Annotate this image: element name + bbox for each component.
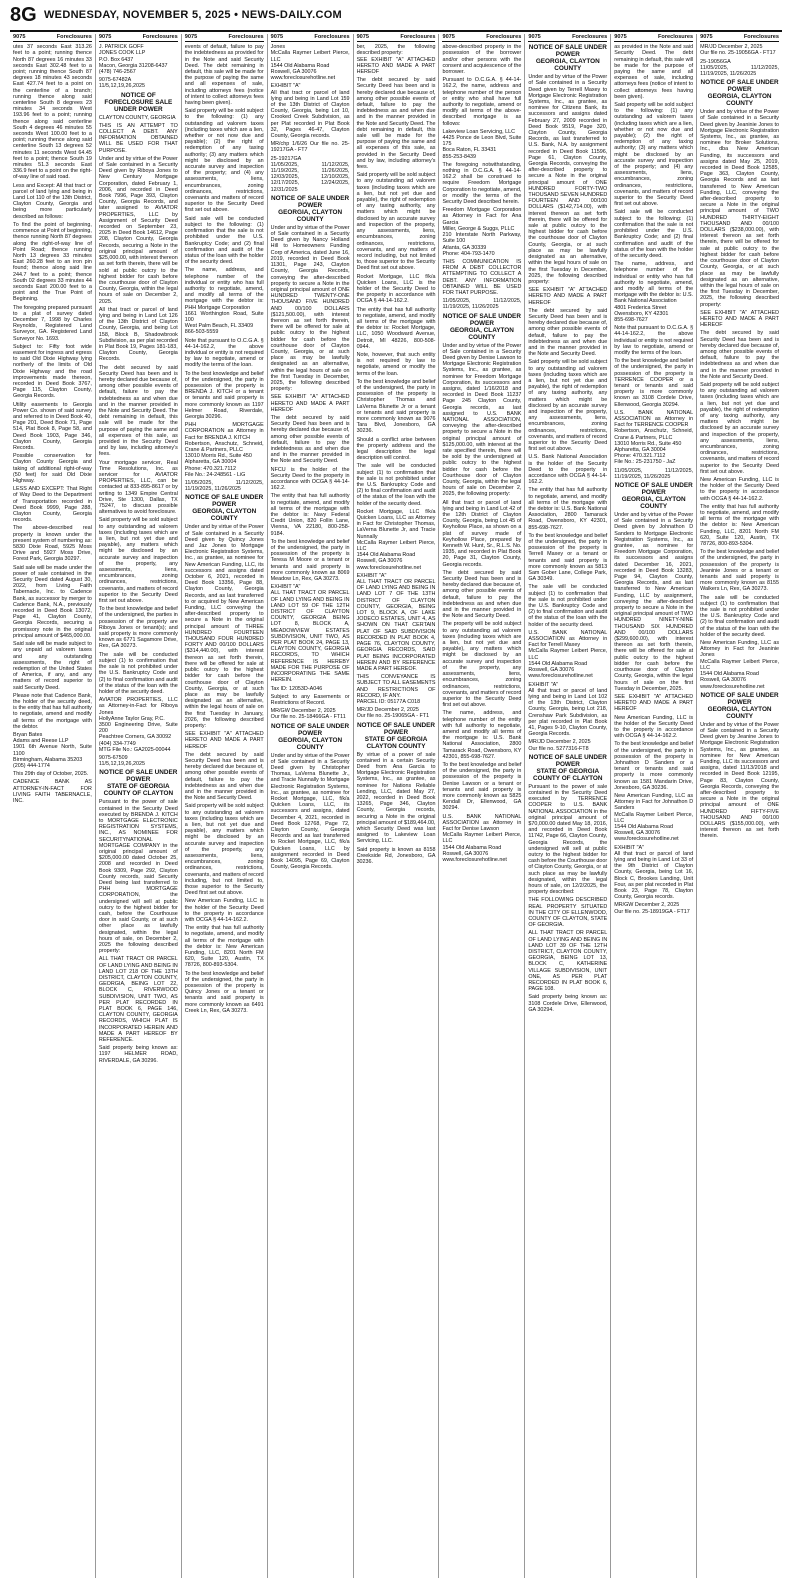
- column-heading: [271, 34, 350, 42]
- notice-paragraph: U.S. BANK NATIONAL ASSOCIATION as Attorney in Fact for TERRENCE COOPER Robertson, Anschutz, Schneid, Crane & Partners, PLLC 13010 Morris Rd., Suite 450 Alpharetta, GA 30004 Phone: 470.321.7112 File No.: 25-231750 - JaZ: [614, 409, 694, 466]
- column-heading-code: 9075: [614, 34, 627, 40]
- column-heading: [442, 34, 521, 42]
- notice-paragraph: The name, address, and telephone number of the entity with full authority to negotiate, amend and modify all terms of the mortgage is: U.S. Bank National Association, 2800 Tamarack Road, Owensboro, KY 42301, 855-698-7627.: [442, 710, 522, 760]
- column-heading-code: 9075: [184, 34, 198, 40]
- notice-paragraph: Said sale will be made subject to any unpaid ad valorem taxes and any outstanding assessments, the right of redemption of the United States of America, if any, and any matters of record superior to said Security Deed.: [13, 641, 92, 691]
- column-heading-label: Foreclosures: [314, 34, 350, 40]
- notice-paragraph: Tax ID: 12053D-A046: [270, 685, 323, 692]
- notice-title: NOTICE OF SALE UNDER POWER GEORGIA, CLAYTON COUNTY: [442, 312, 521, 341]
- notice-paragraph: Said sale will be made under the power of sale contained in the Security Deed dated August 30, 2022, from Living Faith Tabernacle, Inc. to Cadence Bank, as successor by merger to Cadence Bank, N.A., previously recorded in Deed Book 13072, Page 41, Clayton County, Georgia Records, securing a promissory note in the original principal amount of $465,000.00.: [13, 564, 92, 639]
- notice-paragraph: Your mortgage servicer, Real Time Resolutions, Inc. as servicer for AVIATOR PROPERTIES, LLC, can be contacted at 833-895-8617 or by writing to 1349 Empire Central Drive, Ste 1300, Dallas, TX 75247, to discuss possible alternatives to avoid foreclosure.: [98, 459, 178, 516]
- notice-paragraph: ALL THAT TRACT OR PARCEL OF LAND LYING AND BEING IN LAND LOT 39 OF THE 12TH DISTRICT, CLAYTON COUNTY, GEORGIA, BEING LOT 13, BLOCK C, KATHERINE VILLAGE SUBDIVISION, UNIT ONE, AS PER PLAT RECORDED IN PLAT BOOK 6, PAGE 108.: [528, 930, 608, 993]
- notice-paragraph: MR/chp 1/6/26 Our file no. 25-19217GA - FT7: [270, 141, 350, 154]
- header-rule: [10, 30, 782, 32]
- notice-paragraph: To the best knowledge and belief of the undersigned, the party in possession of the property is BRENDA J. KITCH or a tenant or tenants and said property is more commonly known as 1197 Helmer Road, Riverdale, Georgia 30296.: [184, 370, 264, 420]
- notice-paragraph: Please note that Cadence Bank, the holder of the security deed, is the entity that has full authority to negotiate, amend and modify all terms of the mortgage with the debtor.: [13, 692, 92, 730]
- notice-paragraph: ALL THAT TRACT OR PARCEL OF LAND LYING AND BEING IN LAND LOT 218 OF THE 13TH DISTRICT, CLAYTON COUNTY, GEORGIA, BEING LOT 22, BLOCK C, RIVERWOOD SUBDIVISION, UNIT TWO, AS PER PLAT RECORDED IN PLAT BOOK 6, PAGE 146, CLAYTON COUNTY, GEORGIA RECORDS, WHICH PLAT IS INCORPORATED HEREIN AND MADE A PART HEREOF BY REFERENCE.: [98, 956, 178, 1044]
- notice-paragraph: Pursuant to O.C.G.A. § 44-14-162.2, the name, address and telephone number of the person or entity who shall have full authority to negotiate, amend or modify all terms of the above-described mortgage is as follows:: [442, 77, 522, 127]
- page-number: [10, 4, 37, 27]
- notice-paragraph: To the best knowledge and belief of the undersigned, the party in possession of the property is Christopher Thomas and LaVerna Blunette Jr or a tenant or tenants and said property is more commonly known as 9076 Tara Blvd, Jonesboro, GA 30236.: [356, 378, 436, 435]
- notice-paragraph: The entity that has full authority to negotiate, amend, and modify all terms of the mortgage with the debtor is: New American Funding, LLC, 8201 North FM 620, Suite 120, Austin, TX 78726, 800-893-5304.: [184, 925, 264, 969]
- column-heading-code: 9075: [98, 34, 112, 40]
- notice-paragraph: All that tract or parcel of land lying and being in Land Lot 126 of the 13th District of Clayton County, Georgia, and being Lot 158, Block B, Shadowbrook Subdivision, as per plat recorded in Plat Book 19, Pages 181-183, Clayton County, Georgia Records.: [98, 306, 178, 363]
- column-8: [611, 34, 697, 1578]
- notice-paragraph: The foregoing prepared pursuant to a plat of survey dated December 7, 1998 by Charles Reynolds, Registered Land Surveyor, GA. Registered Land Surveyor No. 1693.: [13, 304, 92, 342]
- column-9: [697, 34, 782, 1578]
- notice-paragraph: Said property being known as: 1197 HELMER ROAD, RIVERDALE, GA 30296.: [98, 1045, 178, 1064]
- column-heading-code: 9075: [442, 34, 455, 40]
- notice-paragraph: The debt secured by said Security Deed has been and is hereby declared due because of, among other possible events of default, failure to pay the indebtedness as and when due and in the manner provided in the Note and Security Deed.: [528, 307, 608, 358]
- notice-paragraph: Possible conservation for Clayton County Georgia and taking of additional right-of-way (50 feet) for said Old Dixie Highway.: [13, 453, 92, 485]
- notice-paragraph: U.S. BANK NATIONAL ASSOCIATION as Attorney in Fact for Terrell Maxey McCalla Raymer Leibert Pierce, LLC 1544 Old Alabama Road Roswell, GA 30076 www.foreclosurehotline.net: [528, 629, 608, 680]
- notice-title: NOTICE OF SALE UNDER POWER GEORGIA, CLAYTON COUNTY: [614, 482, 693, 511]
- notice-paragraph: The debt secured by said Security Deed has been and is hereby declared due because of, among other possible events of default, failure to pay the indebtedness as and when due and in the manner provided in the Note and Security Deed.: [270, 414, 350, 465]
- column-heading-label: Foreclosures: [743, 34, 780, 40]
- notice-paragraph: THIS CONVEYANCE IS SUBJECT TO ALL EASEMENTS AND RESTRICTIONS OF RECORD, IF ANY. PARCEL ID: 05177A C018: [356, 674, 436, 705]
- notice-paragraph: THIS IS AN ATTEMPT TO COLLECT A DEBT. ANY INFORMATION OBTAINED WILL BE USED FOR THAT PURPOSE.: [98, 122, 178, 154]
- notice-paragraph: Said property will be sold subject to any outstanding ad valorem taxes (including taxes which are a lien, but not yet due and payable), any matters which might be disclosed by an accurate survey and inspection of the property, any assessments, liens, encumbrances, zoning ordinances, restrictions, covenants, and matters of record superior to the Security Deed first set out above.: [98, 517, 178, 605]
- notice-paragraph: The entity that has full authority to negotiate, amend, and modify all terms of the mortgage with the debtor is: New American Funding, LLC, 8201 North FM 620, Suite 120, Austin, TX 78726, 800-893-5304.: [700, 503, 780, 548]
- notice-paragraph: EXHIBIT "A" ALL THAT TRACT OR PARCEL OF LAND LYING AND BEING IN LAND LOT 7 OF THE 13TH DISTRICT OF CLAYTON COUNTY, GEORGIA, BEING LOT 9, BLOCK A, OF LAKE JODECO ESTATES, UNIT 4, AS SHOWN ON THAT CERTAIN PLAT OF SAID SUBDIVISION RECORDED IN PLAT BOOK 4, PAGE 76, CLAYTON COUNTY, GEORGIA RECORDS, SAID PLAT BEING INCORPORATED HEREIN AND BY REFERENCE MADE A PART HEREOF.: [356, 572, 436, 672]
- notice-paragraph: Less and Except: All that tract or parcel of land lying and being in Land Lot 110 of the 13th District, Clayton County, Georgia and being more particularly described as follows:: [13, 182, 92, 220]
- notice-paragraph: The sale will be conducted subject (1) to confirmation that the sale is not prohibited under the U.S. Bankruptcy Code and (2) to final confirmation and audit of the status of the loan with the holder of the security deed.: [700, 594, 780, 638]
- notice-paragraph: All that tract or parcel of land lying and being in Land Lot 42 of the 12th District of Clayton County, Georgia, being Lot 45 of Keyhollow Place, as shown on a plat of survey made of Keyhollow Place, prepared by Kenneth W. Hunt, Sr., R.L.S. No. 1935, and recorded in Plat Book 20, Page 31, Clayton County, Georgia records.: [442, 499, 522, 568]
- notice-paragraph: 9075-67509 11/5,12,19,26,2025: [98, 754, 145, 768]
- notice-paragraph: To the best knowledge and belief of the undersigned, the party in possession of the property is TERRENCE COOPER or a tenant or tenants and said property is more commonly known as 3108 Cordele Drive, Ellenwood, Georgia 30294.: [614, 358, 694, 408]
- notice-paragraph: Said property will be sold subject to any outstanding ad valorem taxes (including taxes which are a lien, but not yet due and payable), the right of redemption of any taxing authority, any matters which might be disclosed by an accurate survey and inspection of the property, any assessments, liens, encumbrances, zoning ordinances, restrictions, covenants, and any matters of record including, but not limited to, those superior to the Security Deed first set out above.: [356, 172, 436, 272]
- column-heading: [13, 34, 92, 42]
- notice-paragraph: as provided in the Note and said Security Deed. The debt remaining in default, this sale will be made for the purpose of paying the same and all expenses of sale, including attorneys fees (notice of intent to collect attorneys fees having been given).: [614, 44, 694, 100]
- column-heading-label: Foreclosures: [228, 34, 264, 40]
- notice-paragraph: 11/05/2025, 11/12/2025, 11/19/2025, 11/26/2025: [442, 298, 522, 311]
- notice-paragraph: MR/JD December 2, 2025 Our file no. 25-19056GA - FT17: [700, 44, 776, 57]
- notice-paragraph: The name, address, and telephone number of the individual or entity who has full authority to negotiate, amend, and modify all terms of the mortgage with the debtor is: PHH Mortgage Corporation 1661 Worthington Road, Suite 100 West Palm Beach, FL 33409 866-503-5559: [184, 267, 264, 336]
- column-heading-code: 9075: [528, 34, 541, 40]
- notice-paragraph: LESS AND EXCEPT: That Right of Way Deed to the Department of Transportation recorded in Deed Book 9999, Page 288, Clayton County, Georgia records.: [13, 486, 92, 524]
- column-heading-code: 9075: [13, 34, 26, 40]
- notice-paragraph: By virtue of a power of sale contained in a certain Security Deed from Ana Garcia to Mortgage Electronic Registration Systems, Inc., as grantee, as nominee for Nations Reliable Lending, LLC, dated May 27, 2022, recorded in Deed Book 13265, Page 346, Clayton County, Georgia records, securing a Note in the original principal amount of $189,464.00, which Security Deed was last assigned to Lakeview Loan Servicing, LLC.: [356, 751, 436, 845]
- notice-paragraph: Pursuant to the power of sale contained in the Security Deed executed by BRENDA J. KITCH to MORTGAGE ELECTRONIC REGISTRATION SYSTEMS, INC., AS NOMINEE FOR SECURITYNATIONAL MORTGAGE COMPANY in the original principal amount of $205,000.00 dated October 25, 2008 and recorded in Deed Book 9309, Page 292, Clayton County records, said Security Deed being last transferred to PHH MORTGAGE CORPORATION, the undersigned will sell at public outcry to the highest bidder for cash, before the Courthouse door in said County, or at such other place as lawfully designated, within the legal hours of sale, on December 2, 2025 the following described property:: [98, 799, 178, 955]
- notice-paragraph: The entity that has full authority to negotiate, amend, and modify all terms of the mortgage with the debtor is: U.S. Bank National Association, 2800 Tamarack Road, Owensboro, KY 42301, 855-698-7627.: [528, 487, 608, 531]
- notice-paragraph: Said property will be sold subject to any outstanding ad valorem taxes (including taxes which are a lien, but not yet due and payable), the right of redemption of any taxing authority, any matters which might be disclosed by an accurate survey and inspection of the property, any assessments, liens, encumbrances, zoning ordinances, restrictions, covenants, and matters of record superior to the Security Deed first set out above.: [528, 359, 608, 453]
- notice-paragraph: To the best knowledge and belief of the undersigned, the party in possession of the property is Quincy Jones or a tenant or tenants and said property is more commonly known as 6491 Creek Ln, Rex, GA 30273.: [184, 970, 264, 1014]
- notice-paragraph: Lakeview Loan Servicing, LLC 4425 Ponce de Leon Blvd, Suite 175 Boca Raton, FL 33431 855-253-8439: [442, 128, 522, 160]
- notice-paragraph: To the best knowledge and belief of the undersigned, the party in possession of the property is Jeaninie Jones or a tenant or tenants and said property is more commonly known as 8155 Walkers Ln, Rex, GA 30273.: [700, 549, 780, 593]
- notice-paragraph: Under and by virtue of the Power of Sale contained in a Security Deed given by Riboya Jones to New Century Mortgage Corporation, dated February 1, 2006, and recorded in Deed Book 7996, Page 393, Clayton County, Georgia Records, and later assigned to AVIATOR PROPERTIES, LLC by Assignment of Security Deed recorded on September 23, 2025 in Deed Book 14612, Page 208, Clayton County, Georgia Records, securing a Note in the original principal amount of $25,000.00, with interest thereon as set forth therein, there will be sold at public outcry to the highest bidder for cash before the courthouse door of Clayton County, Georgia, within the legal hours of sale on December 2, 2025.: [98, 155, 178, 305]
- notice-paragraph: The debt secured by said Security Deed has been and is hereby declared due because of, among other possible events of default, failure to pay the indebtedness as and when due and in the manner provided in the Note and Security Deed. The debt remaining in default, this sale will be made for the purpose of paying the same and all expenses of this sale, as provided in the Security Deed and by law, including attorney's fees.: [356, 77, 436, 171]
- notice-paragraph: The sale will be conducted subject (1) to confirmation that the sale is not prohibited under the U.S. Bankruptcy Code and (2) to final confirmation and audit of the status of the loan with the holder of the security deed.: [528, 584, 608, 628]
- notice-paragraph: U.S. Bank National Association is the holder of the Security Deed to the property in accordance with OCGA § 44-14-162.2.: [528, 454, 608, 486]
- notice-paragraph: Subject to: Fifty foot wide easement for ingress and egress to said Old Dixie Highway lying northerly of the limits of Old Dixie Highway and the road improvements made thereon, recorded in Deed Book 3767, Page 115, Clayton County, Georgia Records.: [13, 343, 92, 400]
- column-6: [439, 34, 525, 1578]
- notice-paragraph: Under and by virtue of the Power of Sale contained in a Security Deed given by Johnathon D Sanders to Mortgage Electronic Registration Systems, Inc., as grantee, as nominee for Freedom Mortgage Corporation, its successors and assigns dated December 16, 2021, recorded in Deed Book 13283, Page 94, Clayton County, Georgia Records, and as last transferred to New American Funding, LLC by assignment, conveying the after-described property to secure a Note in the original principal amount of TWO HUNDRED NINETY-NINE THOUSAND SIX HUNDRED AND 00/100 DOLLARS ($299,600.00), with interest thereon as set forth therein, there will be offered for sale at public outcry to the highest bidder for cash before the courthouse door of Clayton County, Georgia, within the legal hours of sale on the first Tuesday in December, 2025.: [614, 512, 694, 692]
- notice-paragraph: utes 37 seconds East 313.26 feet to a point; running thence North 87 degrees 16 minutes 33 seconds East 302.48 feet to a point; running thence South 87 degrees 18 minutes 43 seconds East 427.74 feet to a point on the centerline of a branch; running thence along said centerline South 8 degrees 23 minutes 34 seconds West 193.96 feet to a point; running thence along said centerline South 4 degrees 46 minutes 55 seconds West 100.00 feet to a point; running thence along said centerline South 13 degrees 52 minutes 11 seconds West 64.45 feet to a point; thence South 19 minutes 51.3 seconds East 336.9 feet to a point on the right-of-way line of said road.: [13, 44, 92, 181]
- notice-paragraph: The sale will be conducted subject (1) to confirmation that the sale is not prohibited under the U.S. Bankruptcy Code and (2) to final confirmation and audit of the status of the loan with the holder of the security deed.: [98, 651, 178, 695]
- notice-paragraph: MR/JD December 2, 2025 Our file no. 25-19065GA - FT1: [356, 707, 430, 720]
- notice-paragraph: To the best knowledge and belief of the undersigned, the party in possession of the property is Terrell Maxey or a tenant or tenants and said property is more commonly known as 5813 Sam Gober Lane, College Park, GA 30349.: [528, 532, 608, 583]
- notice-paragraph: SEE EXHIBIT "A" ATTACHED HERETO AND MADE A PART HEREOF: [614, 693, 694, 713]
- column-heading-label: Foreclosures: [657, 34, 694, 40]
- column-3: [182, 34, 268, 1578]
- notice-paragraph: Jones McCalla Raymer Leibert Pierce, LLC 1544 Old Alabama Road Roswell, GA 30076 www.foreclosurehotline.net: [270, 44, 350, 82]
- notice-paragraph: MR/GW December 2, 2025 Our file no. 25-18919GA - FT17: [614, 902, 690, 915]
- notice-paragraph: The debt secured by said Security Deed has been and is hereby declared due because of, among other possible events of default, failure to pay the indebtedness as and when due and in the manner provided in the Note and Security Deed. The debt remaining in default, this sale will be made for the purpose of paying the same and all expenses of this sale, as provided in the Security Deed and by law, including attorney's fees.: [98, 364, 178, 458]
- notice-title: NOTICE OF SALE UNDER POWER GEORGIA, CLAYTON COUNTY: [700, 691, 779, 720]
- notice-title: NOTICE OF SALE UNDER POWER STATE OF GEORGIA COUNTY OF CLAYTON: [528, 753, 607, 782]
- notice-paragraph: EXHIBIT "A" ALL THAT TRACT OR PARCEL OF LAND LYING AND BEING IN LAND LOT 59 OF THE 12TH DISTRICT OF CLAYTON COUNTY, GEORGIA BEING LOT 8, BLOCK A, MEADOWVIEW ESTATES SUBDIVISION, UNIT TWO, AS PER PLAT BOOK 24, PAGE 13, CLAYTON COUNTY, GEORGIA RECORDS, TO WHICH REFERENCE IS HEREBY MADE FOR THE PURPOSE OF INCORPORATING THE SAME HEREIN.: [270, 584, 350, 684]
- notice-paragraph: Note, however, that such entity is not required by law to negotiate, amend or modify the terms of the loan.: [356, 351, 436, 377]
- notice-paragraph: To the best knowledge and belief of the undersigned, the parties in possession of the property are Riboya Jones or tenant(s); and said property is more commonly known as 6771 Sagamore Drive, Rex, GA 30273.: [98, 606, 178, 650]
- notice-title: NOTICE OF SALE UNDER POWER STATE OF GEORGIA COUNTY OF CLAYTON: [99, 769, 178, 798]
- notice-paragraph: MR/GW December 2, 2025 Our file no. 25-18466GA - FT11: [270, 708, 346, 721]
- notice-paragraph: Said property will be sold subject to the following: (1) any outstanding ad valorem taxes (including taxes which are a lien, whether or not now due and payable); (2) the right of redemption of any taxing authority; (3) any matters which might be disclosed by an accurate survey and inspection of the property; and (4) any assessments, liens, encumbrances, zoning ordinances, restrictions, covenants and matters of record superior to the Security Deed first set out above.: [184, 108, 264, 214]
- notice-paragraph: Freedom Mortgage Corporation as Attorney in Fact for Ana Garcia Miller, George & Suggs, PLLC 210 Interstate North Parkway, Suite 100 Atlanta, GA 30339 Phone: 404-793-1470: [442, 207, 522, 257]
- notice-title: NOTICE OF SALE UNDER POWER GEORGIA, CLAYTON COUNTY: [700, 79, 779, 108]
- notice-paragraph: Under and by virtue of the Power of Sale contained in a Security Deed given by Denise Lawson to Mortgage Electronic Registration Systems, Inc., as grantee, as nominee for Freedom Mortgage Corporation, its successors and assigns, dated 1/16/2018 and recorded in Deed Book 11237 Page 245 Clayton County, Georgia records, as last assigned to U.S. BANK NATIONAL ASSOCIATION, conveying the after-described property to secure a Note in the original principal amount of $125,000.00, with interest at the rate specified therein, there will be sold by the undersigned at public outcry to the highest bidder for cash before the Courthouse door of Clayton County, Georgia, within the legal hours of sale on December 2, 2025, the following property:: [442, 342, 522, 498]
- notice-paragraph: Subject to any Easements or Restrictions of Record.: [270, 693, 350, 706]
- notice-paragraph: The property will be sold subject to any outstanding ad valorem taxes (including taxes which are a lien, but not yet due and payable), any matters which might be disclosed by an accurate survey and inspection of the property, any assessments, liens, encumbrances, zoning ordinances, restrictions, covenants, and matters of record superior to the Security Deed first set out above.: [442, 621, 522, 709]
- notice-title: NOTICE OF SALE UNDER POWER GEORGIA, CLAYTON COUNTY: [271, 194, 350, 223]
- column-heading-code: 9075: [700, 34, 713, 40]
- column-heading-label: Foreclosures: [142, 34, 178, 40]
- notice-paragraph: CADENCE BANK AS ATTORNEY-IN-FACT FOR LIVING FAITH TABERNACLE, INC.: [13, 779, 92, 804]
- notice-paragraph: THIS COMMUNICATION IS FROM A DEBT COLLECTOR ATTEMPTING TO COLLECT A DEBT. ANY INFORMATION OBTAINED WILL BE USED FOR THAT PURPOSE.: [442, 258, 522, 296]
- notice-paragraph: The foregoing notwithstanding, nothing in O.C.G.A. § 44-14-162.2 shall be construed to require Freedom Mortgage Corporation to negotiate, amend, or modify the terms of the Security Deed described herein.: [442, 161, 522, 206]
- notice-paragraph: The entity that has full authority to negotiate, amend, and modify all terms of the mortgage with the debtor is: Rocket Mortgage, LLC, 1050 Woodward Avenue, Detroit, MI 48226, 800-508-0944.: [356, 306, 436, 350]
- notice-paragraph: New American Funding, LLC is the holder of the Security Deed to the property in accordance with OCGA § 44-14-162.2.: [700, 477, 780, 502]
- column-7: [525, 34, 611, 1578]
- notice-paragraph: Said sale will be conducted subject to the following: (1) confirmation that the sale is not prohibited under the U.S. Bankruptcy Code; and (2) final confirmation and audit of the status of the loan with the holder of the security deed.: [614, 209, 694, 259]
- notice-paragraph: To the best knowledge and belief of the undersigned, the party in possession of the property is Denise Lawson or a tenant or tenants and said property is more commonly known as 5825 Kendall Dr, Ellenwood, GA 30294.: [442, 761, 522, 812]
- notice-paragraph: SEE EXHIBIT "A" ATTACHED HERETO AND MADE A PART HEREOF: [528, 287, 608, 306]
- notice-paragraph: To the best knowledge and belief of the undersigned, the party in possession of the property is Teresa M Moore or a tenant or tenants and said property is more commonly known as 8069 Meadow Ln, Rex, GA 30273.: [270, 538, 350, 583]
- column-heading-label: Foreclosures: [400, 34, 436, 40]
- notice-paragraph: Bryan Bates Adams and Reese LLP 1901 6th Avenue North, Suite 1100 Birmingham, Alabama 35203 (205) 444-1774: [13, 731, 92, 769]
- notice-paragraph: Under and by virtue of the Power of Sale contained in a Security Deed given by Nancy Holland Hill to Homeowners Funding Corp of America, dated June 16, 2019, recorded in Deed Book 11301, Page 243, Clayton County, Georgia Records, conveying the after-described property to secure a Note in the original principal amount of ONE HUNDRED TWENTY-ONE THOUSAND FIVE HUNDRED AND 00/100 DOLLARS ($121,500.00), with interest thereon as set forth therein, there will be offered for sale at public outcry to the highest bidder for cash before the courthouse door of Clayton County, Georgia, or at such place as may be lawfully designated as an alternative, within the legal hours of sale on the first Tuesday in December, 2025, the following described property:: [270, 224, 350, 393]
- notice-paragraph: Note that pursuant to O.C.G.A. § 44-14-162.2, the above individual or entity is not required by law to negotiate, amend or modify the terms of the loan.: [614, 325, 694, 356]
- column-heading-label: Foreclosures: [56, 34, 92, 40]
- notice-paragraph: above-described property in the possession of the borrower and/or other persons with the consent and acquiescence of the borrower.: [442, 44, 522, 76]
- notice-paragraph: Under and by virtue of the Power of Sale contained in a Security Deed given by Quincy Jones and Jaz Jones to Mortgage Electronic Registration Systems, Inc., as grantee, as nominee for New American Funding, LLC, its successors and assigns dated October 6, 2021, recorded in Deed Book 13356, Page 88, Clayton County, Georgia Records, and as last transferred to or acquired by New American Funding, LLC conveying the after-described property to secure a Note in the original principal amount of THREE HUNDRED FOURTEEN THOUSAND FOUR HUNDRED FORTY AND 00/100 DOLLARS ($314,440.00), with interest thereon as set forth therein, there will be offered for sale at public outcry to the highest bidder for cash before the courthouse door of Clayton County, Georgia, or at such place as may be lawfully designated as an alternative, within the legal hours of sale on the first Tuesday in January, 2026, the following described property:: [184, 524, 264, 729]
- notice-paragraph: 11/05/2025, 11/12/2025, 11/19/2025, 11/26/2025: [184, 480, 264, 493]
- column-5: [354, 34, 440, 1578]
- notice-paragraph: New American Funding, LLC is the holder of the Security Deed to the property in accordance with OCGA § 44-14-162.2.: [184, 898, 264, 924]
- notice-paragraph: The name, address, and telephone number of the individual or entity who has full authority to negotiate, amend, and modify all terms of the mortgage with the debtor is: U.S. Bank National Association 4801 Frederica Street Owensboro, KY 42301 855-698-7627: [614, 261, 694, 323]
- notice-paragraph: 25-19056GA 11/05/2025, 11/12/2025, 11/19/2025, 11/26/2025: [700, 58, 780, 78]
- notice-paragraph: 11/05/2025, 11/12/2025, 11/19/2025, 11/26/2025: [614, 467, 694, 480]
- notice-paragraph: The debt secured by said Security Deed has been and is hereby declared due because of, among other possible events of default, failure to pay the indebtedness as and when due and in the manner provided in the Note and Security Deed.: [700, 330, 780, 380]
- notice-paragraph: 9075-67482A 11/5,12,19,26,2025: [98, 77, 145, 90]
- notice-paragraph: Note that pursuant to O.C.G.A. § 44-14-162.2, the above individual or entity is not required by law to negotiate, amend or modify the terms of the loan.: [184, 337, 264, 369]
- column-4: [268, 34, 354, 1578]
- notice-paragraph: The above-described real property is known under the present system of numbering as: 5830 Dixie Road, 5925 Moss Drive and 5927 Moss Drive, Forest Park, Georgia 30297.: [13, 525, 92, 563]
- notice-paragraph: Should a conflict arise between the property address and the legal description the legal description will control.: [356, 436, 436, 462]
- notice-paragraph: SEE EXHIBIT "A" ATTACHED HERETO AND MADE A PART HEREOF: [270, 394, 350, 413]
- notice-paragraph: AVIATOR PROPERTIES, LLC as Attorney-in-Fact for Riboya Jones HollyAnne Taylor Gray, P.C. 3500 Engineering Drive, Suite 200 Peachtree Corners, GA 30092 (404) 334-7749 MTG File No.: GA2025-00044: [98, 697, 178, 753]
- notice-title: NOTICE OF SALE UNDER POWER GEORGIA, CLAYTON COUNTY: [271, 722, 350, 751]
- column-1: [10, 34, 96, 1578]
- notice-title: NOTICE OF SALE UNDER POWER STATE OF GEORGIA CLAYTON COUNTY: [356, 721, 436, 750]
- notice-paragraph: Utility easements to Georgia Power Co. shown of said survey and referred to in Deed Book 40, Page 201, Deed Book 71, Page 514, Plat Book 8, Page 58, and Deed Book 1903, Page 346, Clayton County, Georgia Records.: [13, 401, 92, 451]
- notice-paragraph: EXHIBIT "A" All that tract or parcel of land lying and being in Land Lot 159 of the 13th District of Clayton County, Georgia, being Lot 10, Crooked Creek Subdivision, as per Plat recorded in Plat Book 32, Pages 46-47, Clayton County, Georgia records.: [270, 83, 350, 140]
- page-number-text: 8G: [10, 4, 37, 26]
- notice-paragraph: The entity that has full authority to negotiate, amend, and modify all terms of the mortgage with the debtor is: Navy Federal Credit Union, 820 Follin Lane, Vienna, VA 22180, 800-258-9184.: [270, 493, 350, 537]
- notice-paragraph: ber, 2025, the following described property: SEE EXHIBIT "A" ATTACHED HERETO AND MADE A PART HEREOF: [356, 44, 436, 76]
- notice-paragraph: Said property is known as 8158 Creekside Rd, Jonesboro, GA 30236.: [356, 846, 436, 865]
- notice-paragraph: The sale will be conducted subject (1) to confirmation that the sale is not prohibited under the U.S. Bankruptcy Code and (2) to final confirmation and audit of the status of the loan with the holder of the security deed.: [356, 463, 436, 507]
- notice-paragraph: Rocket Mortgage, LLC f/k/a Quicken Loans, LLC as Attorney in Fact for Christopher Thomas, LaVerna Blunette Jr, and Tracie Nunnally McCalla Raymer Leibert Pierce, LLC 1544 Old Alabama Road Roswell, GA 30076 www.foreclosurehotline.net: [356, 508, 436, 571]
- column-heading: [700, 34, 779, 42]
- notice-title: NOTICE OF SALE UNDER POWER GEORGIA, CLAYTON COUNTY: [528, 44, 607, 73]
- notice-title: NOTICE OF FORECLOSURE SALE UNDER POWER: [104, 91, 173, 113]
- notice-paragraph: MR/JD December 2, 2025 Our file no. 5277316-FT8: [528, 739, 591, 752]
- notice-paragraph: THE FOLLOWING DESCRIBED REAL PROPERTY SITUATED IN THE CITY OF ELLENWOOD, COUNTY OF CLAYTON, STATE OF GEORGIA.: [528, 897, 608, 929]
- notice-paragraph: U.S. BANK NATIONAL ASSOCIATION as Attorney in Fact for Denise Lawson McCalla Raymer Leibert Pierce, LLC 1544 Old Alabama Road Roswell, GA 30076 www.foreclosurehotline.net: [442, 813, 522, 863]
- notice-paragraph: Under and by virtue of the Power of Sale contained in a Security Deed given by Jeanine Jones to Mortgage Electronic Registration Systems, Inc., as grantee, as nominee for New American Funding, LLC its successors and assigns, dated 11/13/2018 and recorded in Deed Book 12195, Page 83, Clayton County, Georgia Records, conveying the after-described property to secure a Note in the original principal amount of ONE HUNDRED FIFTY-FIVE THOUSAND AND 00/100 DOLLARS ($155,000.00), with interest thereon as set forth therein.: [700, 721, 780, 840]
- column-heading-code: 9075: [270, 34, 284, 40]
- header-dateline: WEDNESDAY, NOVEMBER 5, 2025 • NEWS-DAILY.COM: [44, 9, 343, 21]
- notice-paragraph: Said property will be sold subject to any outstanding ad valorem taxes (including taxes which are a lien, but not yet due and payable), the right of redemption of any taxing authority, any matters which might be disclosed by an accurate survey and inspection of the property, any assessments, liens, encumbrances, zoning ordinances, restrictions, covenants, and matters of record superior to the Security Deed first set out above.: [700, 381, 780, 475]
- notice-paragraph: Rocket Mortgage, LLC f/k/a Quicken Loans, LLC is the holder of the Security Deed to the property in accordance with OCGA § 44-14-162.2.: [356, 273, 436, 305]
- notice-paragraph: Pursuant to the power of sale contained in the Security Deed executed by TERRENCE COOPER to U.S. BANK NATIONAL ASSOCIATION in the original principal amount of $70,000.00 dated May 18, 2016, and recorded in Deed Book 11742, Page 66, Clayton County, Georgia Records, the undersigned will sell at public outcry to the highest bidder for cash before the Courthouse door of Clayton County, Georgia, or at such place as may be lawfully designated, within the legal hours of sale, on 12/2/2025, the property described:: [528, 783, 608, 896]
- column-2: [96, 34, 182, 1578]
- notice-paragraph: New American Funding, LLC as Attorney in Fact for Johnathon D Sanders McCalla Raymer Leibert Pierce, LLC 1544 Old Alabama Road Roswell, GA 30076 www.foreclosurehotline.net: [614, 792, 694, 843]
- notice-paragraph: The debt secured by said Security Deed has been and is hereby declared due because of, among other possible events of default, failure to pay the indebtedness as and when due and in the manner provided in the Note and Security Deed.: [442, 569, 522, 620]
- notice-paragraph: EXHIBIT "A" All that tract or parcel of land lying and being in Land Lot 33 of the 9th District of Clayton County, Georgia, being Lot 16, Block C, Brookes Landing, Unit Four, as per plat recorded in Plat Book 23, Page 78, Clayton County, Georgia records.: [614, 844, 694, 901]
- legal-notices-columns: [10, 34, 782, 1578]
- notice-paragraph: J. PATRICK GOFF JONES COOK LLP P.O. Box 6437 Macon, Georgia 31208-6437 (478) 746-2567: [98, 44, 168, 76]
- notice-paragraph: events of default, failure to pay the indebtedness as provided for in the Note and said Security Deed. The debt remaining in default, this sale will be made for the purpose of paying the same and all expenses of sale, including attorneys fees (notice of intent to collect attorneys fees having been given).: [184, 44, 264, 107]
- notice-paragraph: Under and by virtue of the Power of Sale contained in a Security Deed given by Terrell Maxey to Mortgage Electronic Registration Systems, Inc., as grantee, as nominee for Citizens Bank, its successors and assigns dated February 27, 2009 recorded in Deed Book 9519, Page 320, Clayton County, Georgia Records, as last transferred to U.S. Bank, N.A. by assignment recorded in Deed Book 11596, Page 61, Clayton County, Georgia Records, conveying the after-described property to secure a Note in the original principal amount of ONE HUNDRED FORTY-TWO THOUSAND SEVEN HUNDRED FOURTEEN AND 00/100 DOLLARS ($142,714.00), with interest thereon as set forth therein, there will be offered for sale at public outcry to the highest bidder for cash before the courthouse door of Clayton County, Georgia, or at such place as may be lawfully designated as an alternative, within the legal hours of sale on the first Tuesday in December, 2025, the following described property:: [528, 74, 608, 285]
- column-heading: [614, 34, 693, 42]
- column-heading-label: Foreclosures: [572, 34, 608, 40]
- page-header: [0, 0, 792, 30]
- notice-paragraph: Under and by virtue of the Power of Sale contained in a Security Deed given by Jeaninie Jones to Mortgage Electronic Registration Systems, Inc., as grantee, as nominee for Broker Solutions, Inc., dba New American Funding, its successors and assigns dated May 25, 2019, recorded in Deed Book 12585, Page 363, Clayton County, Georgia Records and as last transferred to New American Funding, LLC, conveying the after-described property to secure a Note in the original principal amount of TWO HUNDRED THIRTY-EIGHT THOUSAND AND 00/100 DOLLARS ($238,000.00), with interest thereon as set forth therein, there will be offered for sale at public outcry to the highest bidder for cash before the courthouse door of Clayton County, Georgia, or at such place as may be lawfully designated as an alternative, within the legal hours of sale on the first Tuesday in December, 2025, the following described property:: [700, 109, 780, 308]
- notice-paragraph: Said property will be sold subject to any outstanding ad valorem taxes (including taxes which are a lien, but not yet due and payable), any matters which might be disclosed by an accurate survey and inspection of the property, any assessments, liens, encumbrances, zoning ordinances, restrictions, covenants, and matters of record including, but not limited to, those superior to the Security Deed first set out above.: [184, 803, 264, 897]
- column-heading: [357, 34, 436, 42]
- notice-title: NOTICE OF SALE UNDER POWER GEORGIA, CLAYTON COUNTY: [185, 494, 264, 523]
- notice-paragraph: New American Funding, LLC as Attorney in Fact for Jeaninie Jones McCalla Raymer Leibert Pierce, LLC 1544 Old Alabama Road Roswell, GA 30076 www.foreclosurehotline.net: [700, 640, 780, 690]
- column-heading: [185, 34, 264, 42]
- notice-paragraph: Under and by virtue of the Power of Sale contained in a Security Deed given by Christopher Thomas, LaVerna Blunette Jr., and Tracie Nunnally to Mortgage Electronic Registration Systems, Inc., as grantee, as nominee for Rocket Mortgage, LLC, f/k/a Quicken Loans, LLC, its successors and assigns, dated December 4, 2021, recorded in Deed Book 12768, Page 72, Clayton County, Georgia Records and as last transferred to Rocket Mortgage, LLC, f/k/a Quicken Loans, LLC by assignment recorded in Deed Book 14095, Page 69, Clayton County, Georgia Records.: [270, 752, 350, 871]
- notice-paragraph: SEE EXHIBIT "A" ATTACHED HERETO AND MADE A PART HEREOF: [700, 309, 780, 329]
- column-heading: [528, 34, 607, 42]
- notice-paragraph: 25-19217GA 11/05/2025, 11/12/2025, 11/19/2025, 11/26/2025, 12/03/2025, 12/10/2025, 12/17/2025, 12/24/2025, 12/31/2025: [270, 155, 350, 193]
- column-heading-code: 9075: [356, 34, 370, 40]
- column-heading-label: Foreclosures: [486, 34, 522, 40]
- notice-paragraph: To the best knowledge and belief of the undersigned, the party in possession of the property is Johnathon D Sanders or a tenant or tenants and said property is more commonly known as 1581 Mandarin Drive, Jonesboro, GA 30236.: [614, 741, 694, 791]
- notice-paragraph: NFCU is the holder of the Security Deed to the property in accordance with OCGA § 44-14-162.2.: [270, 466, 350, 492]
- notice-paragraph: PHH MORTGAGE CORPORATION as Attorney in Fact for BRENDA J. KITCH Robertson, Anschutz, Schneid, Crane & Partners, PLLC 13010 Morris Rd., Suite 450 Alpharetta, GA 30004 Phone: 470.321.7112 File No.: 24-248561 - LiG: [184, 422, 264, 478]
- notice-paragraph: The debt secured by said Security Deed has been and is hereby declared due because of, among other possible events of default, failure to pay the indebtedness as and when due and in the manner provided in the Note and Security Deed.: [184, 751, 264, 802]
- notice-paragraph: To find the point of beginning, commence at Point of beginning, thence running North 87 degrees along the right-of-way line of Point Road; thence running North 13 degrees 33 minutes East 260.28 feet to an iron pin found; thence along said line 244.7 feet to a point; thence South 02 degrees 33 minutes 44 seconds East 200.00 feet to a point and the True Point of Beginning.: [13, 221, 92, 303]
- notice-paragraph: Said property will be sold subject to the following: (1) any outstanding ad valorem taxes (including taxes which are a lien, whether or not now due and payable); (2) the right of redemption of any taxing authority; (3) any matters which might be disclosed by an accurate survey and inspection of the property; and (4) any assessments, liens, encumbrances, zoning ordinances, restrictions, covenants, and matters of record superior to the Security Deed first set out above.: [614, 102, 694, 208]
- notice-paragraph: CLAYTON COUNTY, GEORGIA: [98, 114, 176, 121]
- notice-paragraph: EXHIBIT "A" All that tract or parcel of land lying and being in Land Lot 102 of the 13th District, Clayton County, Georgia, being Lot 218, Crenshaw Park Subdivision, as per plat recorded in Plat Book 41, Pages 9-10, Clayton County, Georgia Records.: [528, 681, 608, 738]
- notice-paragraph: This 29th day of October, 2025.: [13, 771, 89, 778]
- notice-paragraph: New American Funding, LLC is the holder of the Security Deed to the property in accordance with OCGA § 44-14-162.2.: [614, 714, 694, 740]
- notice-paragraph: Said sale will be conducted subject to the following: (1) confirmation that the sale is not prohibited under the U.S. Bankruptcy Code; and (2) final confirmation and audit of the status of the loan with the holder of the security deed.: [184, 215, 264, 266]
- notice-paragraph: Said property being known as: 3108 Cordele Drive, Ellenwood, GA 30294.: [528, 994, 608, 1013]
- notice-paragraph: SEE EXHIBIT "A" ATTACHED HERETO AND MADE A PART HEREOF: [184, 731, 264, 750]
- column-heading: [99, 34, 178, 42]
